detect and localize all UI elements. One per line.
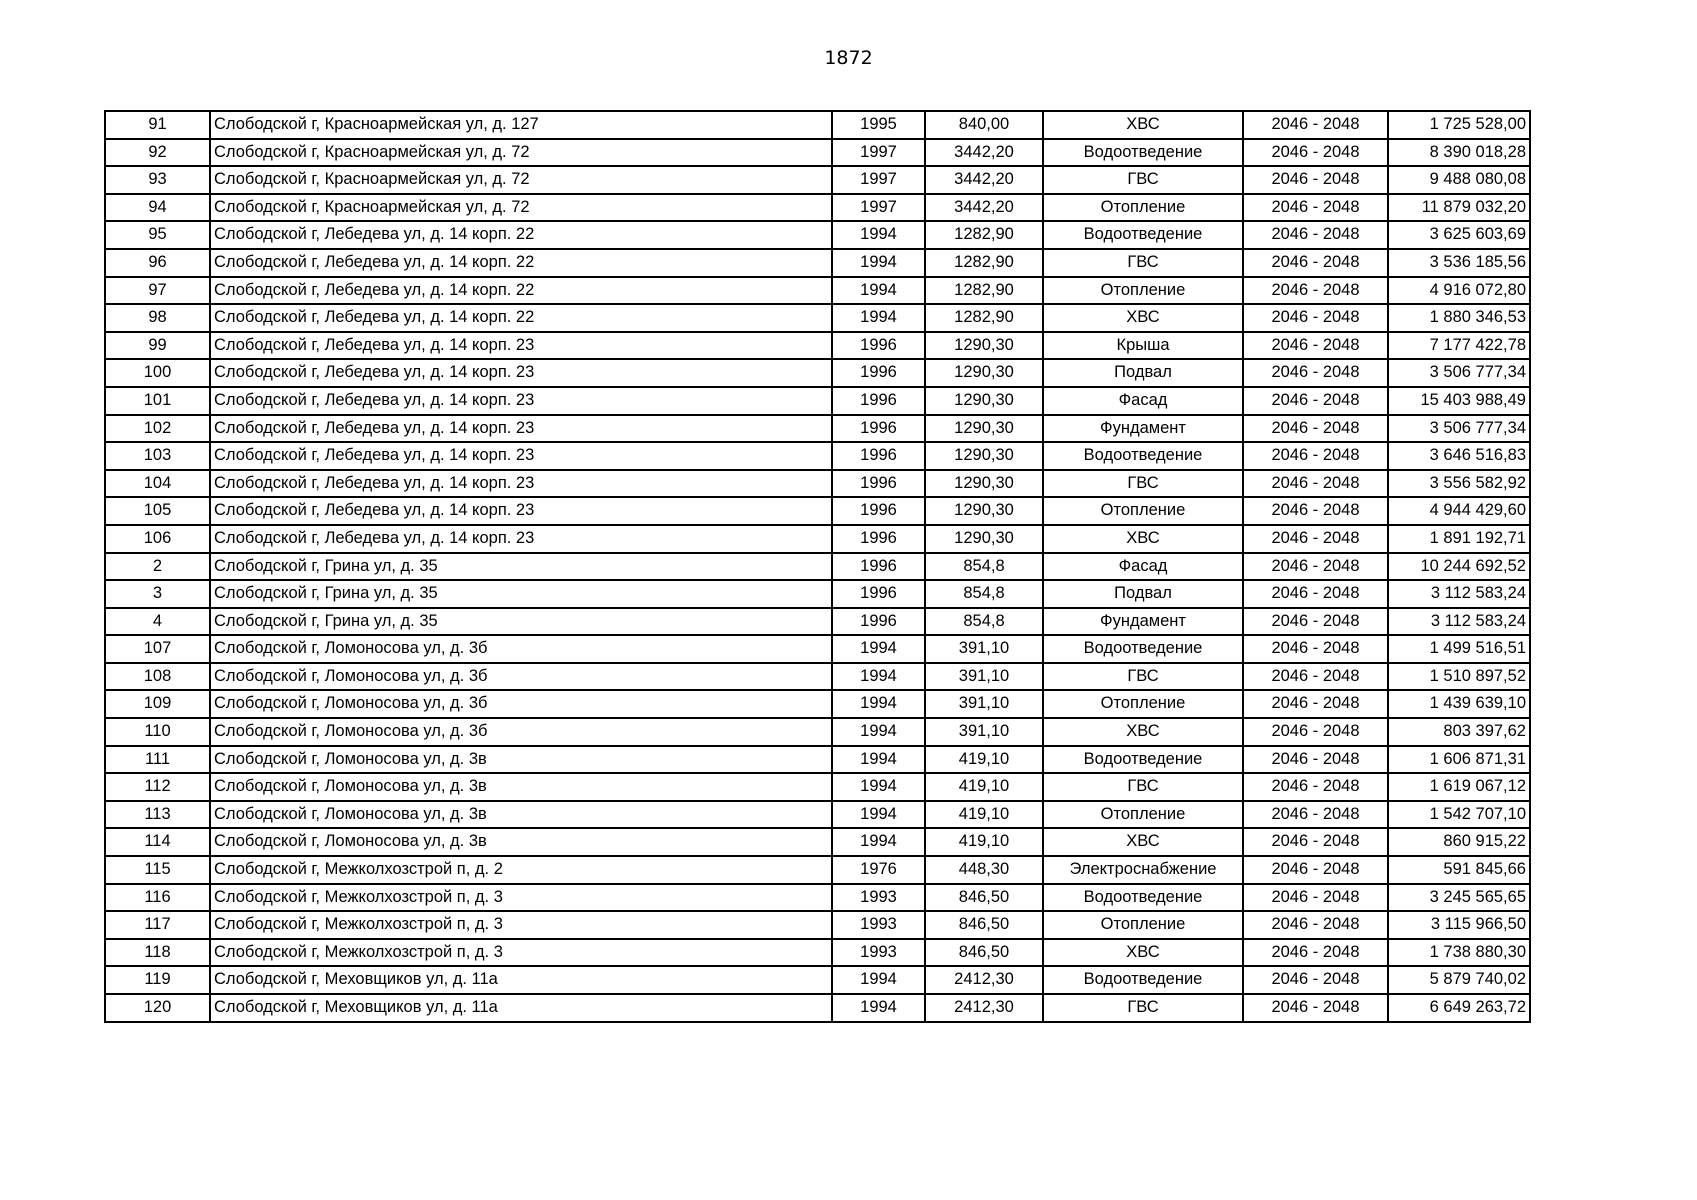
- cost-cell: 11 879 032,20: [1388, 194, 1530, 222]
- row-number-cell: 4: [105, 608, 210, 636]
- address-cell: Слободской г, Ломоносова ул, д. 3б: [210, 690, 832, 718]
- work-type-cell: ХВС: [1043, 939, 1243, 967]
- work-type-cell: Отопление: [1043, 911, 1243, 939]
- cost-cell: 3 506 777,34: [1388, 359, 1530, 387]
- cost-cell: 15 403 988,49: [1388, 387, 1530, 415]
- period-cell: 2046 - 2048: [1243, 249, 1388, 277]
- address-cell: Слободской г, Грина ул, д. 35: [210, 580, 832, 608]
- area-cell: 1282,90: [925, 277, 1043, 305]
- work-type-cell: Отопление: [1043, 497, 1243, 525]
- address-cell: Слободской г, Лебедева ул, д. 14 корп. 23: [210, 470, 832, 498]
- area-cell: 419,10: [925, 828, 1043, 856]
- work-type-cell: Отопление: [1043, 194, 1243, 222]
- area-cell: 391,10: [925, 690, 1043, 718]
- address-cell: Слободской г, Грина ул, д. 35: [210, 553, 832, 581]
- repair-schedule-table: [104, 110, 1531, 1023]
- table-row: [105, 718, 1530, 746]
- area-cell: 2412,30: [925, 966, 1043, 994]
- work-type-cell: ГВС: [1043, 470, 1243, 498]
- cost-cell: 3 556 582,92: [1388, 470, 1530, 498]
- period-cell: 2046 - 2048: [1243, 994, 1388, 1022]
- address-cell: Слободской г, Лебедева ул, д. 14 корп. 23: [210, 497, 832, 525]
- area-cell: 840,00: [925, 111, 1043, 139]
- row-number-cell: 109: [105, 690, 210, 718]
- build-year-cell: 1994: [832, 773, 925, 801]
- row-number-cell: 103: [105, 442, 210, 470]
- row-number-cell: 92: [105, 139, 210, 167]
- address-cell: Слободской г, Ломоносова ул, д. 3в: [210, 801, 832, 829]
- work-type-cell: ХВС: [1043, 111, 1243, 139]
- build-year-cell: 1994: [832, 249, 925, 277]
- row-number-cell: 94: [105, 194, 210, 222]
- table-row: [105, 553, 1530, 581]
- work-type-cell: Водоотведение: [1043, 221, 1243, 249]
- table-row: [105, 911, 1530, 939]
- area-cell: 1290,30: [925, 387, 1043, 415]
- row-number-cell: 91: [105, 111, 210, 139]
- area-cell: 1290,30: [925, 442, 1043, 470]
- address-cell: Слободской г, Ломоносова ул, д. 3б: [210, 635, 832, 663]
- table-row: [105, 966, 1530, 994]
- period-cell: 2046 - 2048: [1243, 166, 1388, 194]
- address-cell: Слободской г, Межколхозстрой п, д. 3: [210, 911, 832, 939]
- area-cell: 1290,30: [925, 415, 1043, 443]
- row-number-cell: 95: [105, 221, 210, 249]
- table-row: [105, 359, 1530, 387]
- period-cell: 2046 - 2048: [1243, 801, 1388, 829]
- build-year-cell: 1996: [832, 608, 925, 636]
- table-row: [105, 194, 1530, 222]
- work-type-cell: Водоотведение: [1043, 635, 1243, 663]
- period-cell: 2046 - 2048: [1243, 497, 1388, 525]
- cost-cell: 3 536 185,56: [1388, 249, 1530, 277]
- area-cell: 846,50: [925, 939, 1043, 967]
- work-type-cell: Водоотведение: [1043, 746, 1243, 774]
- period-cell: 2046 - 2048: [1243, 884, 1388, 912]
- area-cell: 1290,30: [925, 470, 1043, 498]
- table-row: [105, 939, 1530, 967]
- period-cell: 2046 - 2048: [1243, 442, 1388, 470]
- cost-cell: 3 115 966,50: [1388, 911, 1530, 939]
- address-cell: Слободской г, Лебедева ул, д. 14 корп. 22: [210, 304, 832, 332]
- work-type-cell: ГВС: [1043, 249, 1243, 277]
- build-year-cell: 1996: [832, 580, 925, 608]
- build-year-cell: 1996: [832, 442, 925, 470]
- area-cell: 419,10: [925, 801, 1043, 829]
- row-number-cell: 3: [105, 580, 210, 608]
- row-number-cell: 113: [105, 801, 210, 829]
- address-cell: Слободской г, Лебедева ул, д. 14 корп. 22: [210, 277, 832, 305]
- period-cell: 2046 - 2048: [1243, 608, 1388, 636]
- work-type-cell: ГВС: [1043, 994, 1243, 1022]
- table-row: [105, 690, 1530, 718]
- build-year-cell: 1996: [832, 497, 925, 525]
- table-row: [105, 746, 1530, 774]
- work-type-cell: Фасад: [1043, 387, 1243, 415]
- build-year-cell: 1995: [832, 111, 925, 139]
- area-cell: 1282,90: [925, 221, 1043, 249]
- build-year-cell: 1994: [832, 277, 925, 305]
- address-cell: Слободской г, Ломоносова ул, д. 3в: [210, 773, 832, 801]
- table-row: [105, 608, 1530, 636]
- area-cell: 846,50: [925, 884, 1043, 912]
- build-year-cell: 1996: [832, 553, 925, 581]
- build-year-cell: 1994: [832, 801, 925, 829]
- area-cell: 1290,30: [925, 332, 1043, 360]
- table-row: [105, 497, 1530, 525]
- row-number-cell: 110: [105, 718, 210, 746]
- work-type-cell: Подвал: [1043, 580, 1243, 608]
- work-type-cell: ХВС: [1043, 718, 1243, 746]
- area-cell: 1290,30: [925, 359, 1043, 387]
- area-cell: 1290,30: [925, 525, 1043, 553]
- row-number-cell: 100: [105, 359, 210, 387]
- build-year-cell: 1996: [832, 359, 925, 387]
- work-type-cell: Отопление: [1043, 690, 1243, 718]
- build-year-cell: 1997: [832, 194, 925, 222]
- period-cell: 2046 - 2048: [1243, 277, 1388, 305]
- row-number-cell: 115: [105, 856, 210, 884]
- address-cell: Слободской г, Межколхозстрой п, д. 3: [210, 884, 832, 912]
- table-row: [105, 994, 1530, 1022]
- cost-cell: 1 725 528,00: [1388, 111, 1530, 139]
- row-number-cell: 2: [105, 553, 210, 581]
- build-year-cell: 1994: [832, 828, 925, 856]
- cost-cell: 591 845,66: [1388, 856, 1530, 884]
- build-year-cell: 1996: [832, 470, 925, 498]
- build-year-cell: 1994: [832, 966, 925, 994]
- table-row: [105, 635, 1530, 663]
- address-cell: Слободской г, Красноармейская ул, д. 72: [210, 139, 832, 167]
- address-cell: Слободской г, Ломоносова ул, д. 3в: [210, 828, 832, 856]
- cost-cell: 1 499 516,51: [1388, 635, 1530, 663]
- cost-cell: 9 488 080,08: [1388, 166, 1530, 194]
- cost-cell: 6 649 263,72: [1388, 994, 1530, 1022]
- cost-cell: 5 879 740,02: [1388, 966, 1530, 994]
- table-row: [105, 856, 1530, 884]
- work-type-cell: Отопление: [1043, 277, 1243, 305]
- build-year-cell: 1996: [832, 415, 925, 443]
- area-cell: 3442,20: [925, 194, 1043, 222]
- period-cell: 2046 - 2048: [1243, 553, 1388, 581]
- area-cell: 391,10: [925, 718, 1043, 746]
- period-cell: 2046 - 2048: [1243, 663, 1388, 691]
- row-number-cell: 93: [105, 166, 210, 194]
- period-cell: 2046 - 2048: [1243, 525, 1388, 553]
- address-cell: Слободской г, Красноармейская ул, д. 127: [210, 111, 832, 139]
- cost-cell: 3 112 583,24: [1388, 608, 1530, 636]
- address-cell: Слободской г, Лебедева ул, д. 14 корп. 23: [210, 415, 832, 443]
- address-cell: Слободской г, Ломоносова ул, д. 3б: [210, 663, 832, 691]
- row-number-cell: 106: [105, 525, 210, 553]
- area-cell: 2412,30: [925, 994, 1043, 1022]
- cost-cell: 1 542 707,10: [1388, 801, 1530, 829]
- table-row: [105, 773, 1530, 801]
- period-cell: 2046 - 2048: [1243, 966, 1388, 994]
- period-cell: 2046 - 2048: [1243, 387, 1388, 415]
- cost-cell: 3 506 777,34: [1388, 415, 1530, 443]
- table-row: [105, 221, 1530, 249]
- row-number-cell: 102: [105, 415, 210, 443]
- period-cell: 2046 - 2048: [1243, 194, 1388, 222]
- row-number-cell: 98: [105, 304, 210, 332]
- period-cell: 2046 - 2048: [1243, 415, 1388, 443]
- work-type-cell: ХВС: [1043, 525, 1243, 553]
- work-type-cell: ХВС: [1043, 828, 1243, 856]
- work-type-cell: Фундамент: [1043, 415, 1243, 443]
- address-cell: Слободской г, Красноармейская ул, д. 72: [210, 194, 832, 222]
- table-row: [105, 387, 1530, 415]
- table-row: [105, 828, 1530, 856]
- work-type-cell: Водоотведение: [1043, 442, 1243, 470]
- area-cell: 854,8: [925, 580, 1043, 608]
- build-year-cell: 1994: [832, 635, 925, 663]
- address-cell: Слободской г, Грина ул, д. 35: [210, 608, 832, 636]
- period-cell: 2046 - 2048: [1243, 856, 1388, 884]
- build-year-cell: 1996: [832, 387, 925, 415]
- row-number-cell: 114: [105, 828, 210, 856]
- period-cell: 2046 - 2048: [1243, 580, 1388, 608]
- cost-cell: 3 245 565,65: [1388, 884, 1530, 912]
- build-year-cell: 1993: [832, 884, 925, 912]
- table-row: [105, 111, 1530, 139]
- area-cell: 846,50: [925, 911, 1043, 939]
- area-cell: 448,30: [925, 856, 1043, 884]
- row-number-cell: 116: [105, 884, 210, 912]
- cost-cell: 3 625 603,69: [1388, 221, 1530, 249]
- period-cell: 2046 - 2048: [1243, 939, 1388, 967]
- cost-cell: 803 397,62: [1388, 718, 1530, 746]
- row-number-cell: 111: [105, 746, 210, 774]
- cost-cell: 1 439 639,10: [1388, 690, 1530, 718]
- cost-cell: 1 510 897,52: [1388, 663, 1530, 691]
- build-year-cell: 1997: [832, 166, 925, 194]
- address-cell: Слободской г, Ломоносова ул, д. 3б: [210, 718, 832, 746]
- period-cell: 2046 - 2048: [1243, 746, 1388, 774]
- table-row: [105, 663, 1530, 691]
- row-number-cell: 120: [105, 994, 210, 1022]
- period-cell: 2046 - 2048: [1243, 111, 1388, 139]
- table-row: [105, 442, 1530, 470]
- cost-cell: 1 619 067,12: [1388, 773, 1530, 801]
- cost-cell: 1 891 192,71: [1388, 525, 1530, 553]
- area-cell: 391,10: [925, 635, 1043, 663]
- build-year-cell: 1994: [832, 221, 925, 249]
- cost-cell: 860 915,22: [1388, 828, 1530, 856]
- address-cell: Слободской г, Межколхозстрой п, д. 3: [210, 939, 832, 967]
- table-row: [105, 139, 1530, 167]
- address-cell: Слободской г, Красноармейская ул, д. 72: [210, 166, 832, 194]
- build-year-cell: 1994: [832, 994, 925, 1022]
- row-number-cell: 99: [105, 332, 210, 360]
- work-type-cell: Крыша: [1043, 332, 1243, 360]
- cost-cell: 4 916 072,80: [1388, 277, 1530, 305]
- table-row: [105, 580, 1530, 608]
- row-number-cell: 119: [105, 966, 210, 994]
- row-number-cell: 108: [105, 663, 210, 691]
- build-year-cell: 1976: [832, 856, 925, 884]
- work-type-cell: Подвал: [1043, 359, 1243, 387]
- period-cell: 2046 - 2048: [1243, 911, 1388, 939]
- work-type-cell: Фундамент: [1043, 608, 1243, 636]
- address-cell: Слободской г, Лебедева ул, д. 14 корп. 23: [210, 387, 832, 415]
- build-year-cell: 1996: [832, 525, 925, 553]
- build-year-cell: 1993: [832, 911, 925, 939]
- table-row: [105, 525, 1530, 553]
- work-type-cell: Водоотведение: [1043, 966, 1243, 994]
- page-number: 1872: [824, 47, 873, 69]
- area-cell: 1282,90: [925, 249, 1043, 277]
- work-type-cell: Отопление: [1043, 801, 1243, 829]
- row-number-cell: 107: [105, 635, 210, 663]
- table-body: [105, 111, 1530, 1022]
- work-type-cell: ХВС: [1043, 304, 1243, 332]
- address-cell: Слободской г, Лебедева ул, д. 14 корп. 22: [210, 221, 832, 249]
- cost-cell: 4 944 429,60: [1388, 497, 1530, 525]
- period-cell: 2046 - 2048: [1243, 139, 1388, 167]
- cost-cell: 1 606 871,31: [1388, 746, 1530, 774]
- row-number-cell: 105: [105, 497, 210, 525]
- build-year-cell: 1994: [832, 718, 925, 746]
- row-number-cell: 101: [105, 387, 210, 415]
- table-row: [105, 166, 1530, 194]
- table-row: [105, 277, 1530, 305]
- cost-cell: 8 390 018,28: [1388, 139, 1530, 167]
- row-number-cell: 118: [105, 939, 210, 967]
- build-year-cell: 1996: [832, 332, 925, 360]
- address-cell: Слободской г, Лебедева ул, д. 14 корп. 23: [210, 442, 832, 470]
- table-row: [105, 415, 1530, 443]
- period-cell: 2046 - 2048: [1243, 221, 1388, 249]
- area-cell: 419,10: [925, 746, 1043, 774]
- table-row: [105, 249, 1530, 277]
- period-cell: 2046 - 2048: [1243, 828, 1388, 856]
- cost-cell: 3 112 583,24: [1388, 580, 1530, 608]
- address-cell: Слободской г, Лебедева ул, д. 14 корп. 23: [210, 332, 832, 360]
- area-cell: 419,10: [925, 773, 1043, 801]
- address-cell: Слободской г, Межколхозстрой п, д. 2: [210, 856, 832, 884]
- row-number-cell: 97: [105, 277, 210, 305]
- build-year-cell: 1994: [832, 690, 925, 718]
- work-type-cell: Водоотведение: [1043, 139, 1243, 167]
- table-row: [105, 332, 1530, 360]
- area-cell: 391,10: [925, 663, 1043, 691]
- address-cell: Слободской г, Меховщиков ул, д. 11а: [210, 966, 832, 994]
- period-cell: 2046 - 2048: [1243, 718, 1388, 746]
- build-year-cell: 1994: [832, 663, 925, 691]
- cost-cell: 3 646 516,83: [1388, 442, 1530, 470]
- period-cell: 2046 - 2048: [1243, 635, 1388, 663]
- period-cell: 2046 - 2048: [1243, 773, 1388, 801]
- row-number-cell: 112: [105, 773, 210, 801]
- table-row: [105, 801, 1530, 829]
- area-cell: 854,8: [925, 553, 1043, 581]
- area-cell: 3442,20: [925, 166, 1043, 194]
- build-year-cell: 1994: [832, 746, 925, 774]
- area-cell: 1290,30: [925, 497, 1043, 525]
- address-cell: Слободской г, Лебедева ул, д. 14 корп. 23: [210, 359, 832, 387]
- work-type-cell: ГВС: [1043, 663, 1243, 691]
- address-cell: Слободской г, Меховщиков ул, д. 11а: [210, 994, 832, 1022]
- period-cell: 2046 - 2048: [1243, 359, 1388, 387]
- area-cell: 854,8: [925, 608, 1043, 636]
- row-number-cell: 117: [105, 911, 210, 939]
- build-year-cell: 1993: [832, 939, 925, 967]
- area-cell: 3442,20: [925, 139, 1043, 167]
- build-year-cell: 1994: [832, 304, 925, 332]
- cost-cell: 7 177 422,78: [1388, 332, 1530, 360]
- period-cell: 2046 - 2048: [1243, 470, 1388, 498]
- work-type-cell: Водоотведение: [1043, 884, 1243, 912]
- address-cell: Слободской г, Лебедева ул, д. 14 корп. 23: [210, 525, 832, 553]
- work-type-cell: ГВС: [1043, 166, 1243, 194]
- row-number-cell: 96: [105, 249, 210, 277]
- row-number-cell: 104: [105, 470, 210, 498]
- period-cell: 2046 - 2048: [1243, 690, 1388, 718]
- work-type-cell: Фасад: [1043, 553, 1243, 581]
- work-type-cell: Электроснабжение: [1043, 856, 1243, 884]
- table-row: [105, 884, 1530, 912]
- build-year-cell: 1997: [832, 139, 925, 167]
- period-cell: 2046 - 2048: [1243, 304, 1388, 332]
- work-type-cell: ГВС: [1043, 773, 1243, 801]
- address-cell: Слободской г, Лебедева ул, д. 14 корп. 22: [210, 249, 832, 277]
- table-row: [105, 304, 1530, 332]
- address-cell: Слободской г, Ломоносова ул, д. 3в: [210, 746, 832, 774]
- cost-cell: 10 244 692,52: [1388, 553, 1530, 581]
- table-row: [105, 470, 1530, 498]
- cost-cell: 1 880 346,53: [1388, 304, 1530, 332]
- area-cell: 1282,90: [925, 304, 1043, 332]
- period-cell: 2046 - 2048: [1243, 332, 1388, 360]
- cost-cell: 1 738 880,30: [1388, 939, 1530, 967]
